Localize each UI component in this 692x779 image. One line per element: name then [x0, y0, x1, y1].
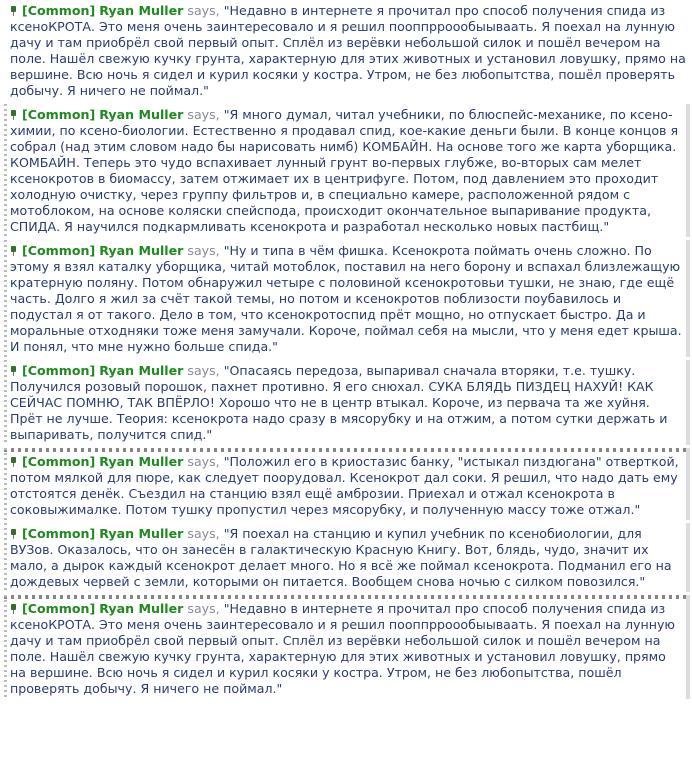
speaker-name[interactable]: Ryan Muller [99, 601, 184, 616]
radio-speech-icon [10, 245, 18, 256]
channel-label: [Common] [22, 454, 96, 469]
message-edge [4, 240, 7, 357]
message-text: "Недавно в интернете я прочитал про способ получения спида из ксеноКРОТА. Это меня очень заинтересовало и я решил пооппрроообыываать. Я поехал на лунную дачу и там приобрёл свой первый опыт. Сплёл из верёвки небольшой силок и пошёл вечером на поле. Нашёл свежую кучку грунта, характерную для этих животных и установил ловушку, прямо на вершине. Всю ночь я сидел и курил косяки у костра. Утром, не без любопытства, пошёл проверять добычу. Я ничего не поймал." [10, 3, 686, 98]
say-verb: says, [187, 601, 220, 616]
speaker-name[interactable]: Ryan Muller [99, 107, 184, 122]
message-text: "Я поехал на станцию и купил учебник по ксенобиологии, для ВУЗов. Оказалось, что он занесён в галактическую Красную Книгу. Вот, блядь, чудо, значит их мало, а дырок каждый ксенокрот делает много. Но я всё же поймал ксенокрота. Подманил его на дождевых червей с земли, которыми он питается. Вообщем снова ночью с силком повозился." [10, 526, 672, 589]
radio-speech-icon [10, 109, 18, 120]
say-verb: says, [187, 526, 220, 541]
message-text: "Положил его в криостазис банку, "истыкал пиздюгана" отверткой, потом мялкой для пюре, как следует поорудовал. Ксенокрот дал соки. Я решил, что надо дать ему отстоятся денёк. Съездил на станцию взял ещё амброзии. Приехал и отжал ксенокрота в соковыжималке. Потом тушку пропустил через мясорубку, и полученную массу тоже отжал." [10, 454, 679, 517]
chat-message [4, 240, 690, 357]
overlap-artifact [4, 448, 686, 452]
channel-label: [Common] [22, 601, 96, 616]
speaker-name[interactable]: Ryan Muller [99, 454, 184, 469]
channel-label: [Common] [22, 243, 96, 258]
message-text: "Опасаясь передоза, выпаривал сначала вторяки, т.е. тушку. Получился розовый порошок, пахнет противно. Я его снюхал. СУКА БЛЯДЬ ПИЗДЕЦ НАХУЙ! КАК СЕЙЧАС ПОМНЮ, ТАК ВПЁРЛО! Хорошо что не в центр втыкал. Короче, из первача та же хуйня. Прёт не лучше. Теория: ксенокрота надо сразу в мясорубку и на отжим, а потом сутки держать и выпаривать, получится спид." [10, 363, 668, 442]
chat-message [4, 0, 690, 101]
radio-speech-icon [10, 456, 18, 467]
speaker-name[interactable]: Ryan Muller [99, 3, 184, 18]
message-text: "Ну и типа в чём фишка. Ксенокрота поймать очень сложно. По этому я взял каталку уборщика, читай мотоблок, поставил на него борону и вспахал близлежащую кратерную поляну. Потом обнаружил четыре с половиной ксенокротовьи тушки, не знаю, где ещё часть. Долго я жил за счёт такой темы, но потом и ксенокротов поблизости поубавилось и подустал я от такого. Дело в том, что ксенокротоспид прёт мощно, но отпускает быстро. Да и моральные отходняки тоже меня замучали. Короче, поймал себя на мысли, что у меня едет крыша. И понял, что мне нужно больше спида." [10, 243, 682, 354]
channel-label: [Common] [22, 363, 96, 378]
message-edge [4, 523, 7, 592]
chat-message [4, 448, 690, 520]
speaker-name[interactable]: Ryan Muller [99, 363, 184, 378]
say-verb: says, [187, 363, 220, 378]
radio-speech-icon [10, 528, 18, 539]
overlap-artifact [4, 595, 686, 599]
radio-speech-icon [10, 603, 18, 614]
speaker-name[interactable]: Ryan Muller [99, 526, 184, 541]
channel-label: [Common] [22, 526, 96, 541]
chat-message [4, 523, 690, 592]
message-text: "Недавно в интернете я прочитал про способ получения спида из ксеноКРОТА. Это меня очень заинтересовало и я решил пооппрроообыываать. Я поехал на лунную дачу и там приобрёл свой первый опыт. Сплёл из верёвки небольшой силок и пошёл вечером на поле. Нашёл свежую кучку грунта, характерную для этих животных и установил ловушку, прямо на вершине. Всю ночь я сидел и курил косяки у костра. Утром, не без любопытства, пошёл проверять добычу. Я ничего не поймал." [10, 601, 676, 696]
chat-message [4, 360, 690, 445]
say-verb: says, [187, 3, 220, 18]
message-edge [4, 360, 7, 445]
radio-speech-icon [10, 5, 18, 16]
message-edge [4, 104, 7, 237]
say-verb: says, [187, 454, 220, 469]
chat-message [4, 104, 690, 237]
message-text: "Я много думал, читал учебники, по блюспейс-механике, по ксено-химии, по ксено-биологии. Естественно я продавал спид, кое-какие деньги были. В конце концов я собрал (над этим словом надо бы нарисовать нимб) КОМБАЙН. На основе того же карта уборщика. КОМБАЙН. Теперь это чудо вспахивает лунный грунт во-первых глубже, во-вторых сам мелет ксенокротов в биомассу, затем отжимает их в центрифуге. Потом, под давлением это проходит холодную очистку, через группу фильтров и, в специально камере, расположенной рядом с мотоблоком, на основе коляски спейспода, происходит окончательное выпаривание продукта, СПИДА. Я научился подкармливать ксенокрота и разработал несколько новых пастбищ." [10, 107, 679, 234]
channel-label: [Common] [22, 107, 96, 122]
radio-speech-icon [10, 365, 18, 376]
chat-message [4, 595, 690, 699]
channel-label: [Common] [22, 3, 96, 18]
message-edge [4, 595, 7, 699]
speaker-name[interactable]: Ryan Muller [99, 243, 184, 258]
say-verb: says, [187, 107, 220, 122]
message-edge [4, 448, 7, 520]
say-verb: says, [187, 243, 220, 258]
